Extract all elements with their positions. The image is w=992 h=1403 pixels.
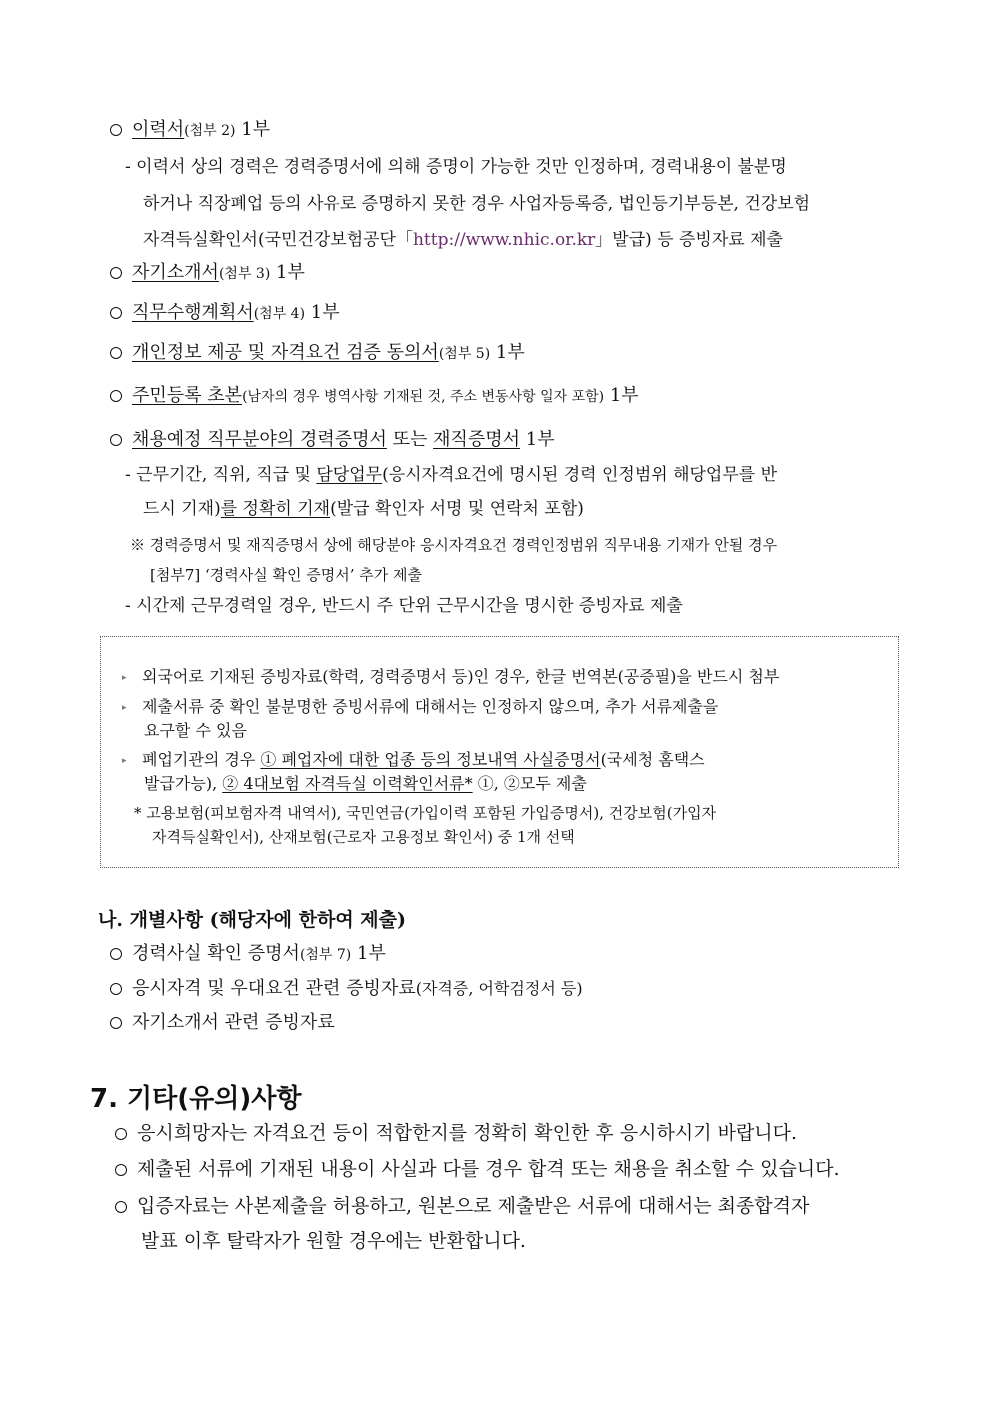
item-note: (자격증, 어학검정서 등) bbox=[415, 979, 583, 998]
item-note: (첨부 3) bbox=[218, 266, 271, 282]
item-note: (첨부 5) bbox=[438, 346, 491, 362]
detail-text: 」발급) 등 증빙자료 제출 bbox=[595, 230, 783, 250]
item-label: 개인정보 제공 및 자격요건 검증 동의서 bbox=[132, 342, 439, 363]
notice-text: 발급가능), bbox=[144, 774, 223, 793]
career-note-line1: ※ 경력증명서 및 재직증명서 상에 해당분야 응시자격요건 경력인정범위 직무내용 기재가 안될 경우 bbox=[130, 536, 778, 554]
item-label: 이력서 bbox=[132, 119, 185, 140]
section-na-title: 나. 개별사항 (해당자에 한하여 제출) bbox=[98, 909, 407, 931]
section7-item1 bbox=[115, 1121, 797, 1145]
circle-bullet-icon bbox=[110, 267, 122, 279]
resume-detail-line1: - 이력서 상의 경력은 경력증명서에 의해 증명이 가능한 것만 인정하며, 경력내용이 불분명 bbox=[125, 157, 787, 177]
circle-bullet-icon bbox=[115, 1201, 127, 1213]
item-privacy-consent bbox=[110, 341, 525, 366]
item-text: 제출된 서류에 기재된 내용이 사실과 다를 경우 합격 또는 채용을 취소할 수 있습니다. bbox=[137, 1158, 840, 1180]
circle-bullet-icon bbox=[115, 1164, 127, 1176]
notice-text: 외국어로 기재된 증빙자료(학력, 경력증명서 등)인 경우, 한글 번역본(공증필)을 반드시 첨부 bbox=[142, 667, 780, 686]
notice-footnote2: 자격득실확인서), 산재보험(근로자 고용정보 확인서) 중 1개 선택 bbox=[152, 828, 575, 846]
circle-bullet-icon bbox=[110, 124, 122, 136]
item-label: 자기소개서 bbox=[132, 262, 219, 283]
item-label: 경력사실 확인 증명서 bbox=[132, 943, 300, 964]
triangle-bullet-icon: ▸ bbox=[122, 673, 127, 683]
notice-line3 bbox=[122, 749, 705, 772]
item-label: 재직증명서 bbox=[433, 429, 521, 450]
item-label: 직무수행계획서 bbox=[132, 302, 254, 323]
item-count: 1부 bbox=[609, 385, 639, 406]
detail-text: 드시 기재) bbox=[143, 499, 221, 519]
resume-detail-line3 bbox=[143, 228, 783, 252]
notice-line2 bbox=[122, 696, 718, 719]
notice-underlined: ① 폐업자에 대한 업종 등의 정보내역 사실증명서 bbox=[260, 750, 601, 769]
item-count: 1부 bbox=[525, 429, 555, 450]
item-count: 1부 bbox=[276, 262, 305, 283]
section7-item3 bbox=[115, 1194, 809, 1218]
item-label: 자기소개서 관련 증빙자료 bbox=[132, 1012, 335, 1033]
item-text: 응시희망자는 자격요건 등이 적합한지를 정확히 확인한 후 응시하시기 바랍니다. bbox=[137, 1122, 798, 1144]
detail-text: 자격득실확인서(국민건강보험공단「 bbox=[143, 230, 413, 250]
circle-bullet-icon bbox=[115, 1128, 127, 1140]
notice-text: 폐업기관의 경우 bbox=[142, 750, 261, 769]
item-label: 채용예정 직무분야의 경력증명서 bbox=[132, 429, 387, 450]
item-note: (남자의 경우 병역사항 기재된 것, 주소 변동사항 일자 포함) bbox=[242, 389, 605, 405]
circle-bullet-icon bbox=[110, 390, 122, 402]
item-note: (첨부 2) bbox=[184, 123, 236, 139]
item-self-intro bbox=[110, 261, 305, 286]
item-count: 1부 bbox=[495, 342, 525, 363]
item-self-intro-proof bbox=[110, 1011, 335, 1035]
notice-text: 제출서류 중 확인 불분명한 증빙서류에 대해서는 인정하지 않으며, 추가 서류제출을 bbox=[142, 697, 719, 716]
nhic-link[interactable]: http://www.nhic.or.kr bbox=[412, 230, 596, 250]
item-job-plan bbox=[110, 301, 340, 326]
item-count: 1부 bbox=[357, 943, 386, 964]
item-connector: 또는 bbox=[386, 429, 434, 450]
career-detail-line1 bbox=[125, 463, 777, 487]
detail-underlined: 를 정확히 기재 bbox=[220, 499, 331, 519]
section7-item3-cont: 발표 이후 탈락자가 원할 경우에는 반환합니다. bbox=[141, 1230, 526, 1252]
notice-footnote1: * 고용보험(피보험자격 내역서), 국민연금(가입이력 포함된 가입증명서), 건강보험(가입자 bbox=[134, 804, 717, 822]
circle-bullet-icon bbox=[110, 1017, 122, 1029]
item-label: 주민등록 초본 bbox=[132, 385, 243, 406]
circle-bullet-icon bbox=[110, 434, 122, 446]
notice-line4 bbox=[144, 773, 587, 795]
item-text: 입증자료는 사본제출을 허용하고, 원본으로 제출받은 서류에 대해서는 최종합격자 bbox=[137, 1195, 810, 1217]
detail-text: (응시자격요건에 명시된 경력 인정범위 해당업무를 반 bbox=[382, 465, 778, 485]
detail-text: - 근무기간, 직위, 직급 및 bbox=[125, 465, 317, 485]
item-count: 1부 bbox=[310, 302, 340, 323]
notice-text: ①, ②모두 제출 bbox=[472, 774, 587, 793]
item-count: 1부 bbox=[241, 119, 271, 140]
section7-item2 bbox=[115, 1157, 840, 1181]
detail-text: (발급 확인자 서명 및 연락처 포함) bbox=[330, 499, 584, 519]
notice-underlined: ② 4대보험 자격득실 이력확인서류* bbox=[222, 774, 473, 793]
item-label: 응시자격 및 우대요건 관련 증빙자료 bbox=[132, 978, 416, 999]
item-resident-register bbox=[110, 384, 639, 409]
career-detail-line3: - 시간제 근무경력일 경우, 반드시 주 단위 근무시간을 명시한 증빙자료 제출 bbox=[125, 596, 683, 616]
item-resume bbox=[110, 118, 270, 143]
circle-bullet-icon bbox=[110, 948, 122, 960]
item-career-confirmation bbox=[110, 942, 386, 967]
item-career-certificate bbox=[110, 428, 555, 452]
item-note: (첨부 4) bbox=[253, 306, 306, 322]
triangle-bullet-icon: ▸ bbox=[122, 703, 127, 713]
resume-detail-line2: 하거나 직장폐업 등의 사유로 증명하지 못한 경우 사업자등록증, 법인등기부등본, 건강보험 bbox=[143, 194, 811, 214]
circle-bullet-icon bbox=[110, 983, 122, 995]
section7-title: 7. 기타(유의)사항 bbox=[90, 1084, 302, 1114]
notice-line1 bbox=[122, 666, 779, 689]
item-qualification-proof bbox=[110, 977, 583, 1001]
triangle-bullet-icon: ▸ bbox=[122, 756, 127, 766]
circle-bullet-icon bbox=[110, 307, 122, 319]
career-note-line2: [첨부7] ‘경력사실 확인 증명서’ 추가 제출 bbox=[150, 566, 422, 584]
career-detail-line2 bbox=[143, 497, 584, 521]
circle-bullet-icon bbox=[110, 347, 122, 359]
notice-line2b: 요구할 수 있음 bbox=[144, 721, 247, 740]
notice-text: (국세청 홈택스 bbox=[600, 750, 705, 769]
detail-underlined: 담당업무 bbox=[316, 465, 383, 485]
item-note: (첨부 7) bbox=[299, 947, 352, 963]
